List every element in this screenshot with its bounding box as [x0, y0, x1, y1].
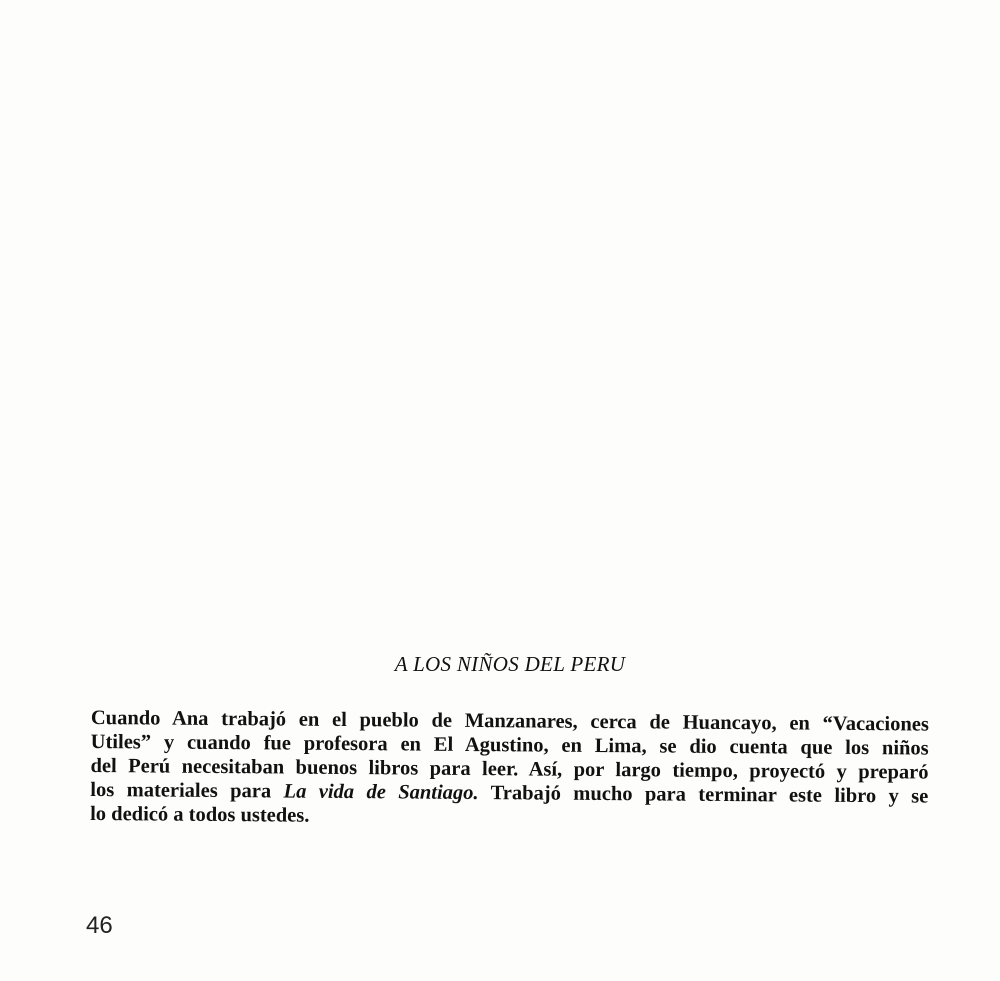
paragraph-text: los materiales para — [90, 778, 284, 803]
paragraph-line: lo dedicó a todos ustedes. — [90, 802, 310, 827]
paragraph-line: Cuando Ana trabajó en el pueblo de Manzanares, cerca de Huancayo, en “Vacaciones — [90, 706, 929, 736]
paragraph-line: del Perú necesitaban buenos libros para leer. Así, por largo tiempo, proyectó y preparó — [90, 754, 929, 784]
dedication-paragraph — [90, 706, 929, 833]
paragraph-line: Utiles” y cuando fue profesora en El Agustino, en Lima, se dio cuenta que los niños — [90, 730, 929, 760]
page-number: 46 — [86, 912, 113, 939]
dedication-heading: A LOS NIÑOS DEL PERU — [394, 652, 626, 676]
book-title: La vida de Santiago. — [283, 780, 479, 805]
paragraph-text: Trabajó mucho para terminar este libro y se — [478, 782, 929, 808]
